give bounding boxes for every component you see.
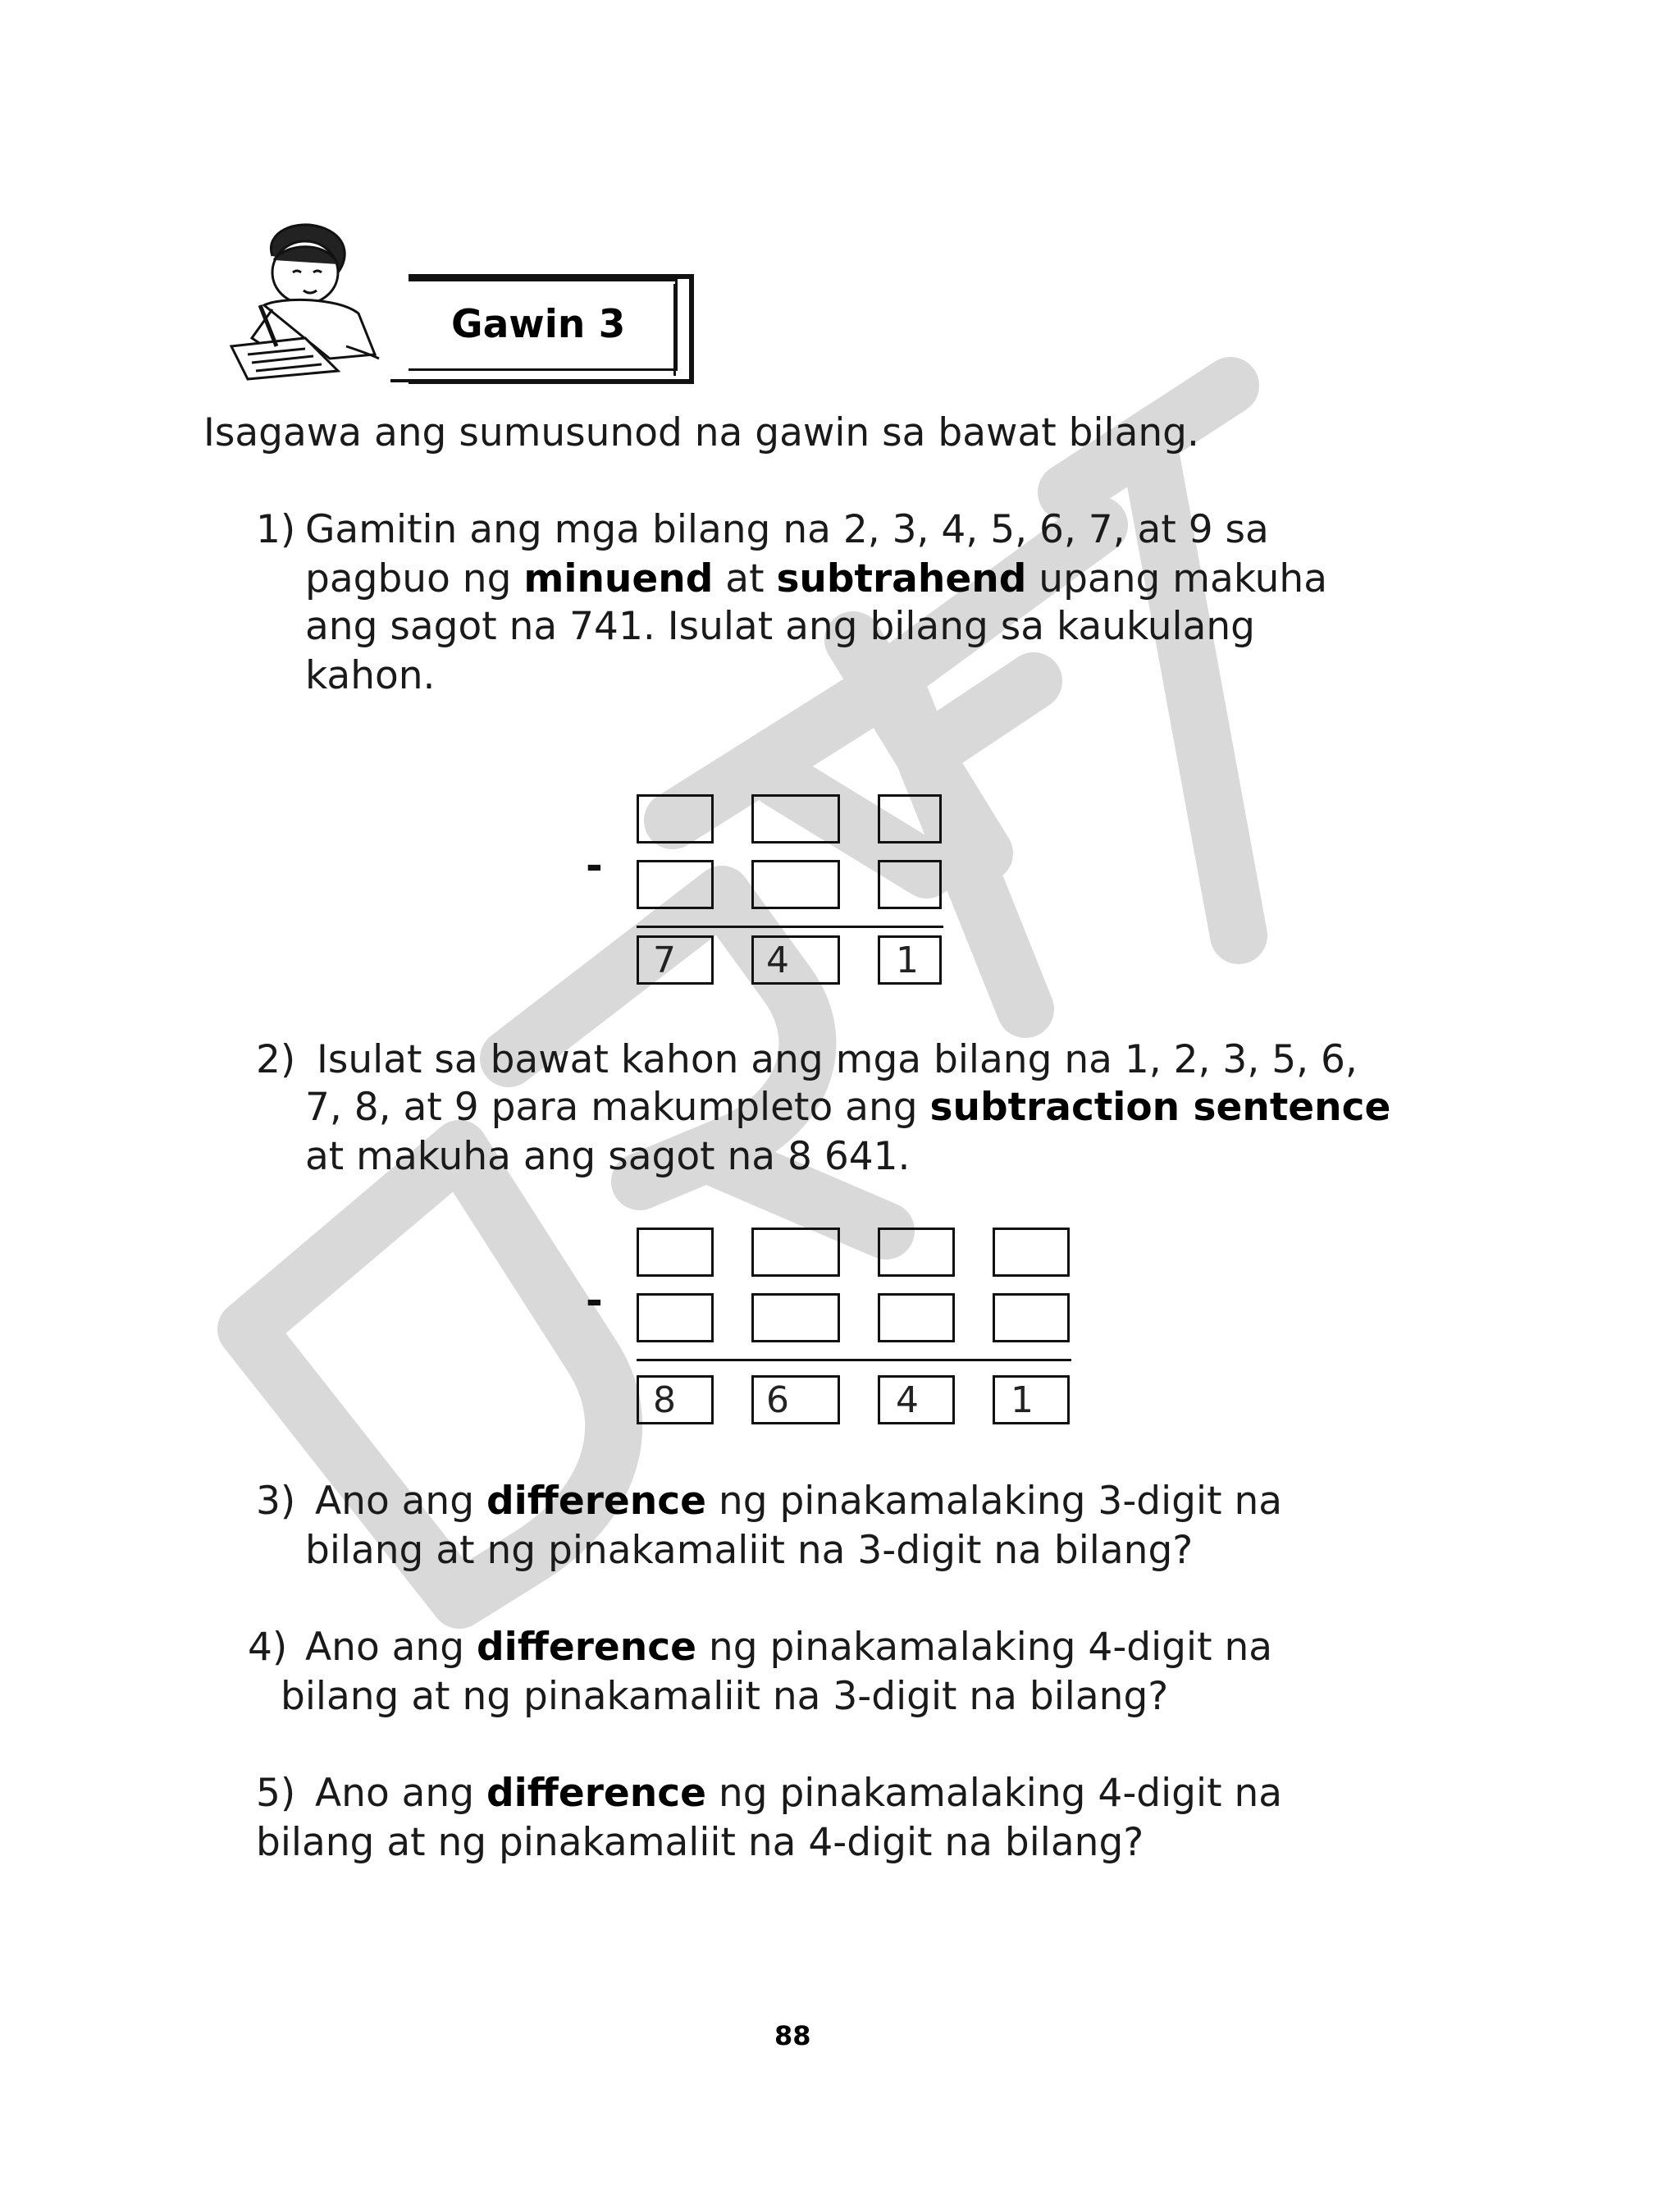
q1-line-2: pagbuo ng minuend at subtrahend upang makuha bbox=[305, 556, 1328, 601]
q1-answer-box-2 bbox=[751, 935, 840, 985]
q1-subtrahend-box-1[interactable] bbox=[637, 860, 714, 909]
q2-subtrahend-box-3[interactable] bbox=[878, 1293, 955, 1342]
q2-answer-digit-1: 8 bbox=[653, 1379, 676, 1421]
instruction-text: Isagawa ang sumusunod na gawin sa bawat bilang. bbox=[203, 410, 1199, 455]
q1-line-3: ang sagot na 741. Isulat ang bilang sa kaukulang bbox=[305, 604, 1256, 649]
q2-line-2: 7, 8, at 9 para makumpleto ang subtraction sentence bbox=[305, 1085, 1391, 1130]
q2-subtrahend-box-2[interactable] bbox=[751, 1293, 840, 1342]
q1-subtrahend-box-3[interactable] bbox=[878, 860, 942, 909]
q3-line-1: Ano ang difference ng pinakamalaking 3-digit na bbox=[315, 1479, 1283, 1524]
q1-number: 1) bbox=[256, 507, 296, 552]
q1-line-4: kahon. bbox=[305, 653, 436, 698]
q2-minuend-box-1[interactable] bbox=[637, 1228, 714, 1277]
q2-line-3: at makuha ang sagot na 8 641. bbox=[305, 1134, 911, 1179]
q5-line-1: Ano ang difference ng pinakamalaking 4-digit na bbox=[315, 1771, 1283, 1816]
q2-answer-rule bbox=[637, 1359, 1071, 1361]
q2-minuend-box-3[interactable] bbox=[878, 1228, 955, 1277]
page-title: Gawin 3 bbox=[451, 302, 626, 347]
q2-subtrahend-box-4[interactable] bbox=[993, 1293, 1070, 1342]
q2-answer-digit-2: 6 bbox=[766, 1379, 789, 1421]
q2-minus-sign: - bbox=[586, 1277, 603, 1324]
q1-line-1: Gamitin ang mga bilang na 2, 3, 4, 5, 6, 7, at 9 sa bbox=[305, 507, 1269, 552]
q2-answer-digit-4: 1 bbox=[1011, 1379, 1034, 1421]
q3-line-2: bilang at ng pinakamaliit na 3-digit na bilang? bbox=[305, 1528, 1194, 1573]
q5-number: 5) bbox=[256, 1771, 296, 1816]
q3-number: 3) bbox=[256, 1479, 296, 1524]
title-frame-base bbox=[390, 379, 694, 382]
q1-answer-digit-2: 4 bbox=[766, 940, 789, 981]
q2-answer-digit-3: 4 bbox=[896, 1379, 919, 1421]
q4-line-1: Ano ang difference ng pinakamalaking 4-digit na bbox=[305, 1625, 1273, 1670]
q2-subtrahend-box-1[interactable] bbox=[637, 1293, 714, 1342]
boy-writing-icon bbox=[215, 215, 387, 383]
q2-line-1: Isulat sa bawat kahon ang mga bilang na 1, 2, 3, 5, 6, bbox=[317, 1037, 1358, 1082]
q2-answer-box-2 bbox=[751, 1375, 840, 1424]
q4-line-2: bilang at ng pinakamaliit na 3-digit na bilang? bbox=[281, 1674, 1169, 1719]
q1-answer-digit-1: 7 bbox=[653, 940, 676, 981]
q1-subtrahend-box-2[interactable] bbox=[751, 860, 840, 909]
q2-minuend-box-4[interactable] bbox=[993, 1228, 1070, 1277]
q1-minuend-box-1[interactable] bbox=[637, 794, 714, 844]
q1-minuend-box-3[interactable] bbox=[878, 794, 942, 844]
q2-number: 2) bbox=[256, 1037, 296, 1082]
q1-minuend-box-2[interactable] bbox=[751, 794, 840, 844]
q1-minus-sign: - bbox=[586, 842, 603, 889]
q1-answer-rule bbox=[637, 926, 943, 928]
q4-number: 4) bbox=[248, 1625, 288, 1670]
q1-answer-digit-3: 1 bbox=[896, 940, 919, 981]
q5-line-2: bilang at ng pinakamaliit na 4-digit na bilang? bbox=[256, 1820, 1144, 1865]
q2-minuend-box-2[interactable] bbox=[751, 1228, 840, 1277]
page-number: 88 bbox=[774, 2020, 811, 2051]
